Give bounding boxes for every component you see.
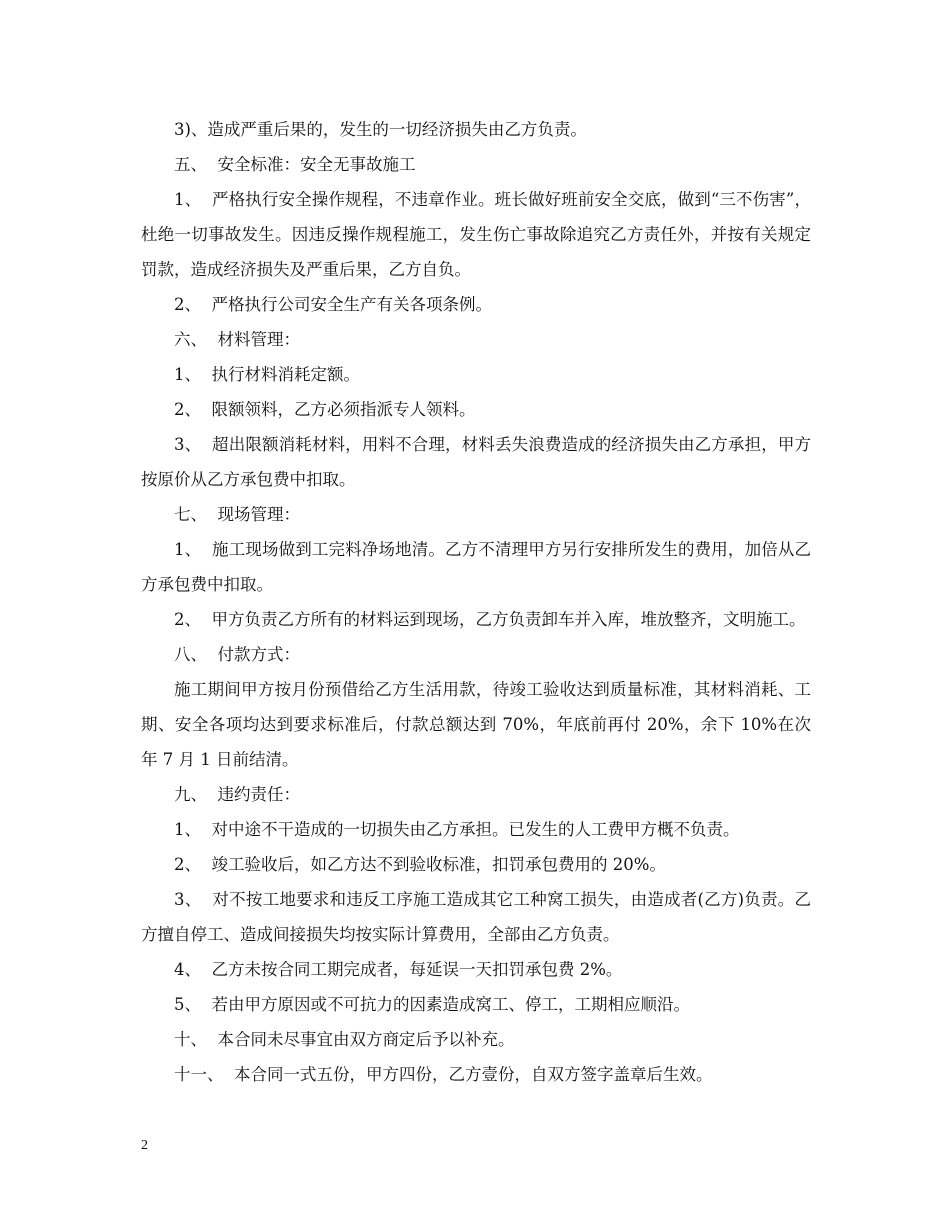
clause-paragraph: 4、 乙方未按合同工期完成者，每延误一天扣罚承包费 2%。 — [174, 960, 623, 979]
clause-paragraph: 1、 施工现场做到工完料净场地清。乙方不清理甲方另行安排所发生的费用，加倍从乙方承包费中扣取。 — [141, 540, 811, 594]
page-number: 2 — [141, 1138, 148, 1153]
clause-paragraph: 2、 竣工验收后，如乙方达不到验收标准，扣罚承包费用的 20%。 — [174, 855, 666, 874]
clause-paragraph: 1、 执行材料消耗定额。 — [174, 365, 360, 384]
section-heading-copies: 十一、 本合同一式五份，甲方四份，乙方壹份，自双方签字盖章后生效。 — [174, 1065, 713, 1084]
section-heading-safety: 五、 安全标准：安全无事故施工 — [174, 155, 416, 174]
clause-paragraph: 3)、造成严重后果的，发生的一切经济损失由乙方负责。 — [174, 120, 587, 139]
clause-paragraph: 1、 严格执行安全操作规程，不违章作业。班长做好班前安全交底，做到“三不伤害”，杜绝一切事故发生。因违反操作规程施工，发生伤亡事故除追究乙方责任外，并按有关规定罚款，造成经济损失及严重后果，乙方自负。 — [141, 190, 811, 279]
section-heading-breach: 九、 违约责任： — [174, 785, 300, 804]
clause-paragraph: 1、 对中途不干造成的一切损失由乙方承担。已发生的人工费甲方概不负责。 — [174, 820, 740, 839]
clause-paragraph: 2、 严格执行公司安全生产有关各项条例。 — [174, 295, 492, 314]
clause-paragraph: 3、 对不按工地要求和违反工序施工造成其它工种窝工损失，由造成者(乙方)负责。乙方擅自停工、造成间接损失均按实际计算费用，全部由乙方负责。 — [141, 890, 811, 944]
clause-paragraph: 3、 超出限额消耗材料，用料不合理，材料丢失浪费造成的经济损失由乙方承担，甲方按原价从乙方承包费中扣取。 — [141, 435, 811, 489]
clause-paragraph: 5、 若由甲方原因或不可抗力的因素造成窝工、停工，工期相应顺沿。 — [174, 995, 690, 1014]
section-heading-payment: 八、 付款方式： — [174, 645, 300, 664]
contract-body — [141, 112, 811, 1092]
section-heading-supplement: 十、 本合同未尽事宜由双方商定后予以补充。 — [174, 1030, 515, 1049]
section-heading-materials: 六、 材料管理： — [174, 330, 300, 349]
clause-paragraph: 2、 限额领料，乙方必须指派专人领料。 — [174, 400, 476, 419]
section-heading-site: 七、 现场管理： — [174, 505, 300, 524]
clause-paragraph: 施工期间甲方按月份预借给乙方生活用款，待竣工验收达到质量标准，其材料消耗、工期、安全各项均达到要求标准后，付款总额达到 70%，年底前再付 20%，余下 10%在次年 7 月 1 日前结清。 — [141, 680, 811, 769]
clause-paragraph: 2、 甲方负责乙方所有的材料运到现场，乙方负责卸车并入库，堆放整齐，文明施工。 — [174, 610, 806, 629]
